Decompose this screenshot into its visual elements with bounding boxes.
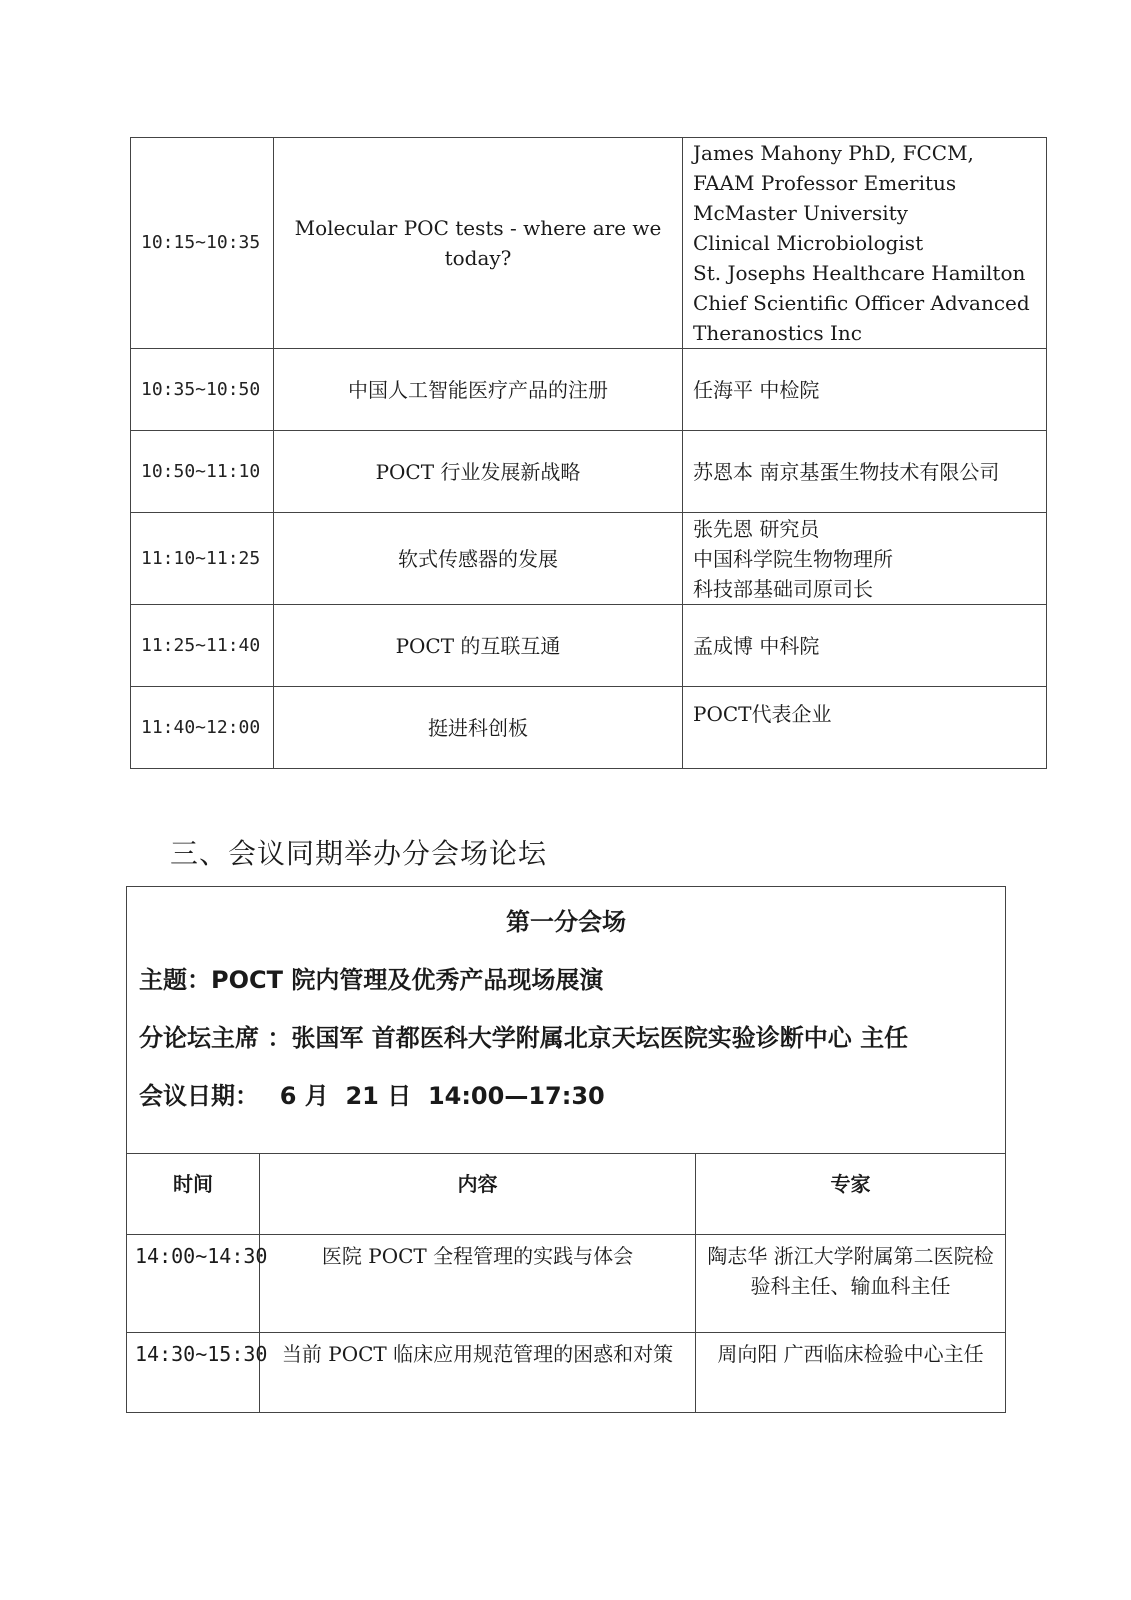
table-row [127, 1235, 1006, 1333]
theme-line [139, 951, 993, 1009]
speaker-line: St. Josephs Healthcare Hamilton [693, 261, 1026, 285]
time-cell: 10:15~10:35 [131, 138, 274, 349]
topic-cell: Molecular POC tests - where are we today? [274, 138, 683, 349]
speaker-line: 孟成博 中科院 [693, 633, 820, 658]
speaker-line: McMaster University [693, 201, 908, 225]
topic-cell: 当前 POCT 临床应用规范管理的困惑和对策 [260, 1333, 696, 1413]
speaker-cell [683, 513, 1047, 605]
chair-line [139, 1009, 993, 1067]
sub-forum-info-row [127, 887, 1006, 1154]
theme-value: POCT 院内管理及优秀产品现场展演 [211, 966, 604, 994]
chair-value: 张国军 首都医科大学附属北京天坛医院实验诊断中心 主任 [291, 1024, 909, 1052]
table-row [131, 138, 1047, 349]
speaker-cell [683, 138, 1047, 349]
topic-cell: 挺进科创板 [274, 687, 683, 769]
speaker-line: James Mahony PhD, FCCM, [693, 141, 974, 165]
theme-label: 主题： [139, 966, 211, 994]
table-row [127, 1333, 1006, 1413]
table-row [131, 431, 1047, 513]
chair-label: 分论坛主席 ： [139, 1024, 292, 1052]
time-cell: 10:50~11:10 [131, 431, 274, 513]
speaker-cell: 陶志华 浙江大学附属第二医院检验科主任、输血科主任 [696, 1235, 1006, 1333]
speaker-cell [683, 605, 1047, 687]
header-time: 时间 [127, 1154, 260, 1235]
time-cell: 11:40~12:00 [131, 687, 274, 769]
time-cell: 11:25~11:40 [131, 605, 274, 687]
speaker-line: Theranostics Inc [693, 321, 862, 345]
topic-cell: POCT 的互联互通 [274, 605, 683, 687]
topic-cell: 中国人工智能医疗产品的注册 [274, 349, 683, 431]
speaker-line: POCT代表企业 [693, 702, 832, 726]
sub-forum-info [127, 887, 1006, 1154]
speaker-cell: 周向阳 广西临床检验中心主任 [696, 1333, 1006, 1413]
section-heading: 三、会议同期举办分会场论坛 [170, 837, 548, 870]
date-label: 会议日期： [139, 1082, 259, 1110]
header-row [127, 1154, 1006, 1235]
speaker-line: 任海平 中检院 [693, 377, 820, 402]
time-cell: 10:35~10:50 [131, 349, 274, 431]
topic-cell: 医院 POCT 全程管理的实践与体会 [260, 1235, 696, 1333]
time-cell: 11:10~11:25 [131, 513, 274, 605]
speaker-cell [683, 687, 1047, 769]
sub-forum-table [126, 886, 1006, 1413]
time-cell: 14:30~15:30 [127, 1333, 260, 1413]
date-line [139, 1067, 993, 1125]
topic-cell: 软式传感器的发展 [274, 513, 683, 605]
header-content: 内容 [260, 1154, 696, 1235]
speaker-line: 苏恩本 南京基蛋生物技术有限公司 [693, 459, 1000, 484]
schedule-table [130, 137, 1047, 769]
speaker-line: 科技部基础司原司长 [693, 576, 873, 601]
table-row [131, 349, 1047, 431]
speaker-line: Chief Scientific Officer Advanced [693, 291, 1030, 315]
header-expert: 专家 [696, 1154, 1006, 1235]
venue-title: 第一分会场 [506, 908, 626, 936]
table-row [131, 687, 1047, 769]
table-row [131, 513, 1047, 605]
topic-cell: POCT 行业发展新战略 [274, 431, 683, 513]
time-cell: 14:00~14:30 [127, 1235, 260, 1333]
speaker-line: FAAM Professor Emeritus [693, 171, 957, 195]
table-row [131, 605, 1047, 687]
speaker-line: 中国科学院生物物理所 [693, 546, 893, 571]
date-value: 6 月 21 日 14:00—17:30 [263, 1082, 605, 1110]
speaker-line: Clinical Microbiologist [693, 231, 924, 255]
speaker-cell [683, 349, 1047, 431]
speaker-line: 张先恩 研究员 [693, 516, 820, 541]
speaker-cell [683, 431, 1047, 513]
